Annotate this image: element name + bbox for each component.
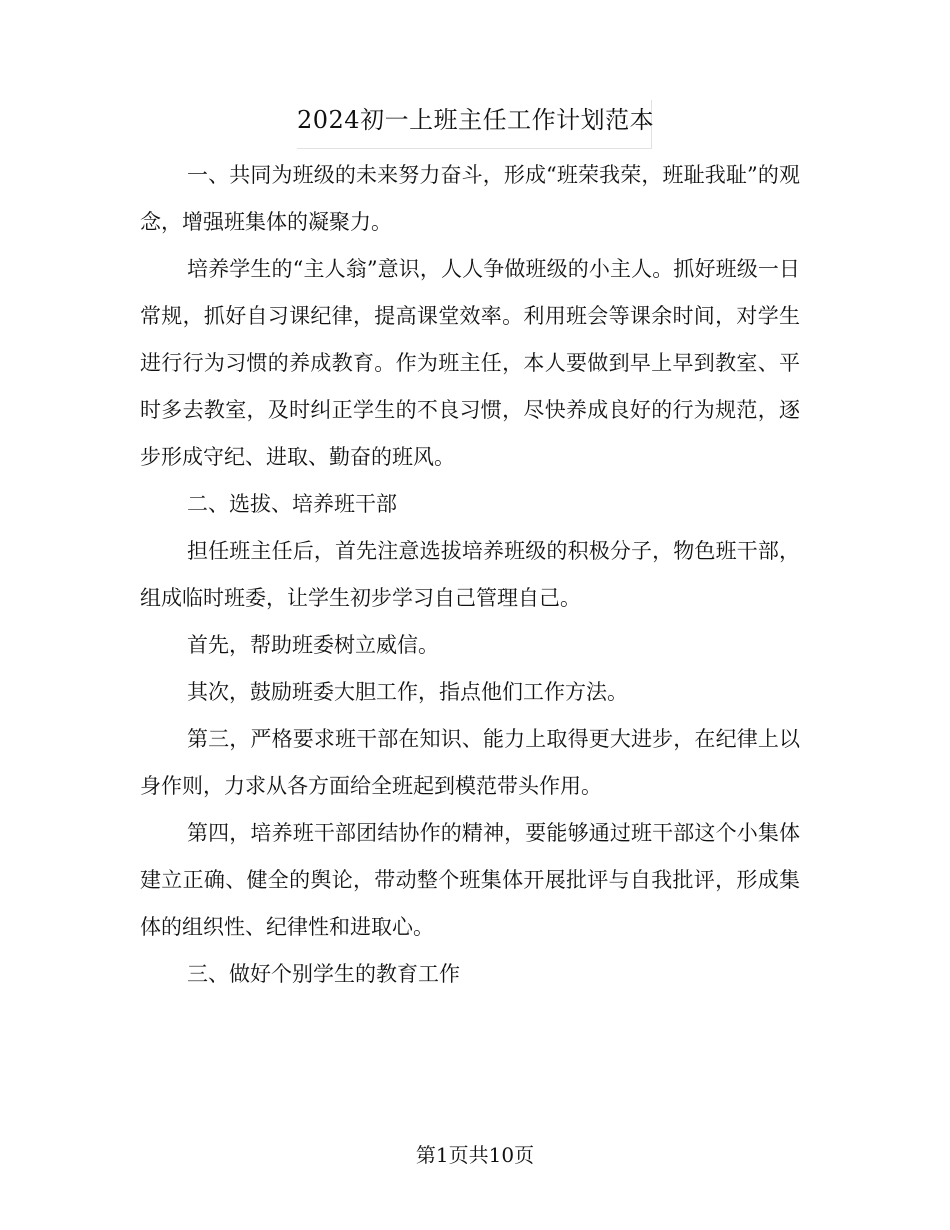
section-heading-two: 二、选拔、培养班干部 [187, 492, 397, 516]
paragraph-select-leaders: 担任班主任后，首先注意选拔培养班级的积极分子，物色班干部，组成临时班委，让学生初步学习自己管理自己。 [140, 539, 800, 610]
document-body [140, 152, 800, 998]
paragraph-fourth: 第四，培养班干部团结协作的精神，要能够通过班干部这个小集体建立正确、健全的舆论，带动整个班集体开展批评与自我批评，形成集体的组织性、纪律性和进取心。 [140, 821, 800, 939]
paragraph-goal-one: 一、共同为班级的未来努力奋斗，形成“班荣我荣，班耻我耻”的观念，增强班集体的凝聚力。 [140, 163, 800, 234]
page-footer: 第1页共10页 [415, 1143, 535, 1167]
paragraph-third: 第三，严格要求班干部在知识、能力上取得更大进步，在纪律上以身作则，力求从各方面给全班起到模范带头作用。 [140, 727, 800, 798]
document-title: 2024初一上班主任工作计划范本 [297, 100, 652, 149]
paragraph-first: 首先，帮助班委树立威信。 [187, 633, 439, 657]
paragraph-ownership: 培养学生的“主人翁”意识，人人争做班级的小主人。抓好班级一日常规，抓好自习课纪律，提高课堂效率。利用班会等课余时间，对学生进行行为习惯的养成教育。作为班主任，本人要做到早上早到教室、平时多去教室，及时纠正学生的不良习惯，尽快养成良好的行为规范，逐步形成守纪、进取、勤奋的班风。 [140, 257, 800, 469]
paragraph-second: 其次，鼓励班委大胆工作，指点他们工作方法。 [187, 680, 628, 704]
section-heading-three: 三、做好个别学生的教育工作 [187, 962, 460, 986]
